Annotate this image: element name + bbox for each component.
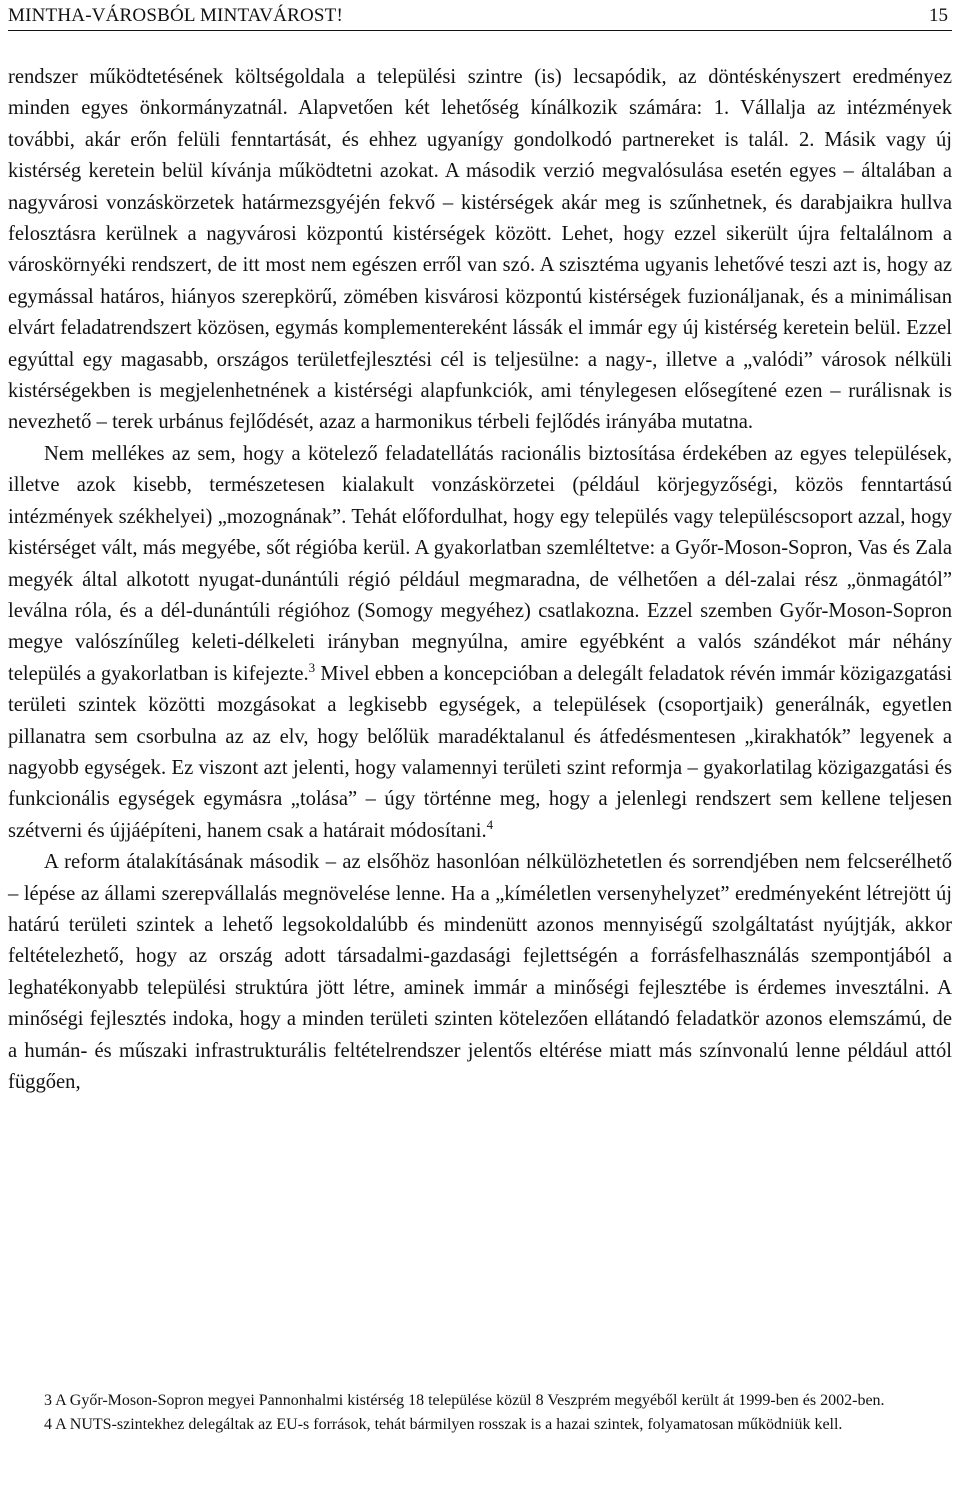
footnote-4: 4 A NUTS-szintekhez delegáltak az EU-s források, tehát bármilyen rosszak is a hazai szintek, folyamatosan működniük kell. bbox=[44, 1416, 843, 1433]
body-text bbox=[8, 62, 952, 1098]
running-title: MINTHA-VÁROSBÓL MINTAVÁROST! bbox=[8, 5, 344, 26]
footnote-3: 3 A Győr-Moson-Sopron megyei Pannonhalmi kistérség 18 települése közül 8 Veszprém megyéből került át 1999-ben és 2002-ben. bbox=[44, 1392, 885, 1409]
footnote-marker-3[interactable]: 3 bbox=[308, 659, 316, 675]
paragraph-text: Mivel ebben a koncepcióban a delegált feladatok révén immár közigazgatási területi szintek közötti mozgásokat a legkisebb egységek, a települések (csoportjaik) generálnák, egyetlen pillanatra sem csorbulna az az elv, hogy belőlük maradéktalanul és átfedésmentesen „kirakhatók” legyenek a nagyobb egységek. Ez viszont azt jelenti, hogy valamennyi területi szint reformja – gyakorlatilag közigazgatási és funkcionális egységek egymásra „tolása” – úgy történne meg, hogy a jelenlegi rendszert sem kellene teljesen szétverni és újjáépíteni, hanem csak a határait módosítani. bbox=[8, 662, 953, 842]
paragraph-2 bbox=[8, 439, 952, 847]
paragraph-1 bbox=[8, 62, 952, 439]
paragraph-3 bbox=[8, 847, 952, 1098]
paragraph-text: Nem mellékes az sem, hogy a kötelező feladatellátás racionális biztosítása érdekében az egyes települések, illetve azok kisebb, természetesen kialakult vonzáskörzetei (például körjegyzőségi, közös fenntartású intézmények székhelyei) „mozognának”. Tehát előfordulhat, hogy egy település vagy településcsoport azzal, hogy kistérséget vált, más megyébe, sőt régióba kerül. A gyakorlatban szemléltetve: a Győr-Moson-Sopron, Vas és Zala megyék által alkotott nyugat-dunántúli régió például megmaradna, de vélhetően a dél-zalai rész „önmagától” leválna róla, és a dél-dunántúli régióhoz (Somogy megyéhez) csatlakozna. Ezzel szemben Győr-Moson-Sopron megye valószínűleg keleti-délkeleti irányban megnyúlna, amire egyébként a valós szándékot már néhány település a gyakorlatban is kifejezte. bbox=[8, 442, 952, 685]
footnotes bbox=[8, 1389, 952, 1437]
paragraph-text: A reform átalakításának második – az elsőhöz hasonlóan nélkülözhetetlen és sorrendjében nem felcserélhető – lépése az állami szerepvállalás megnövelése lenne. Ha a „kíméletlen versenyhelyzet” eredményeként létrejött új határú területi szintek a lehető legsokoldalúbb és mindenütt azonos mennyiségű szolgáltatást nyújtják, akkor feltételezhető, hogy az ország adott társadalmi-gazdasági fejlettségén a forrásfelhasználás szempontjából a leghatékonyabb települési struktúra jött létre, aminek immár a minőségi fejlesztébe is érdemes invesztálni. A minőségi fejlesztés indoka, hogy a minden területi szinten kötelezően ellátandó feladatkör azonos elemszámú, de a humán- és műszaki infrastrukturális feltételrendszer jelentős eltérése miatt más színvonalú lenne például attól függően, bbox=[8, 851, 952, 1093]
paragraph-text: rendszer működtetésének költségoldala a települési szintre (is) lecsapódik, az döntéskényszert eredményez minden egyes önkormányzatnál. Alapvetően két lehetőség kínálkozik számára: 1. Vállalja az intézmények további, akár erőn felüli fenntartását, és ehhez ugyanígy gondolkodó partnereket is talál. 2. Másik vagy új kistérség keretein belül kívánja működtetni azokat. A második verzió megvalósulása esetén egyes – általában a nagyvárosi vonzáskörzetek határmezsgyéjén fekvő – kistérségek akár meg is szűnhetnek, és darabjaikra hullva felosztásra kerülnek a nagyvárosi központú kistérségek között. Lehet, hogy ezzel sikerült újra feltalálnom a városkörnyéki rendszert, de itt most nem egészen erről van szó. A szisztéma ugyanis lehetővé teszi azt is, hogy az egymással határos, hiányos szerepkörű, zömében kisvárosi központú kistérségek fuzionáljanak, és a minimálisan elvárt feladatrendszert közösen, egymás komplementereként lássák el immár egy új kistérség keretein belül. Ezzel egyúttal egy magasabb, országos területfejlesztési cél is teljesülne: a nagy-, illetve a „valódi” városok nélküli kistérségekben is megjelenhetnének a kistérségi alapfunkciók, ami ténylegesen elősegítené ezen – rurálisnak is nevezhető – terek urbánus fejlődését, azaz a harmonikus térbeli fejlődés irányába mutatna. bbox=[8, 66, 952, 434]
page-number: 15 bbox=[929, 5, 948, 26]
footnote-marker-4[interactable]: 4 bbox=[486, 816, 494, 832]
running-header bbox=[8, 4, 952, 31]
